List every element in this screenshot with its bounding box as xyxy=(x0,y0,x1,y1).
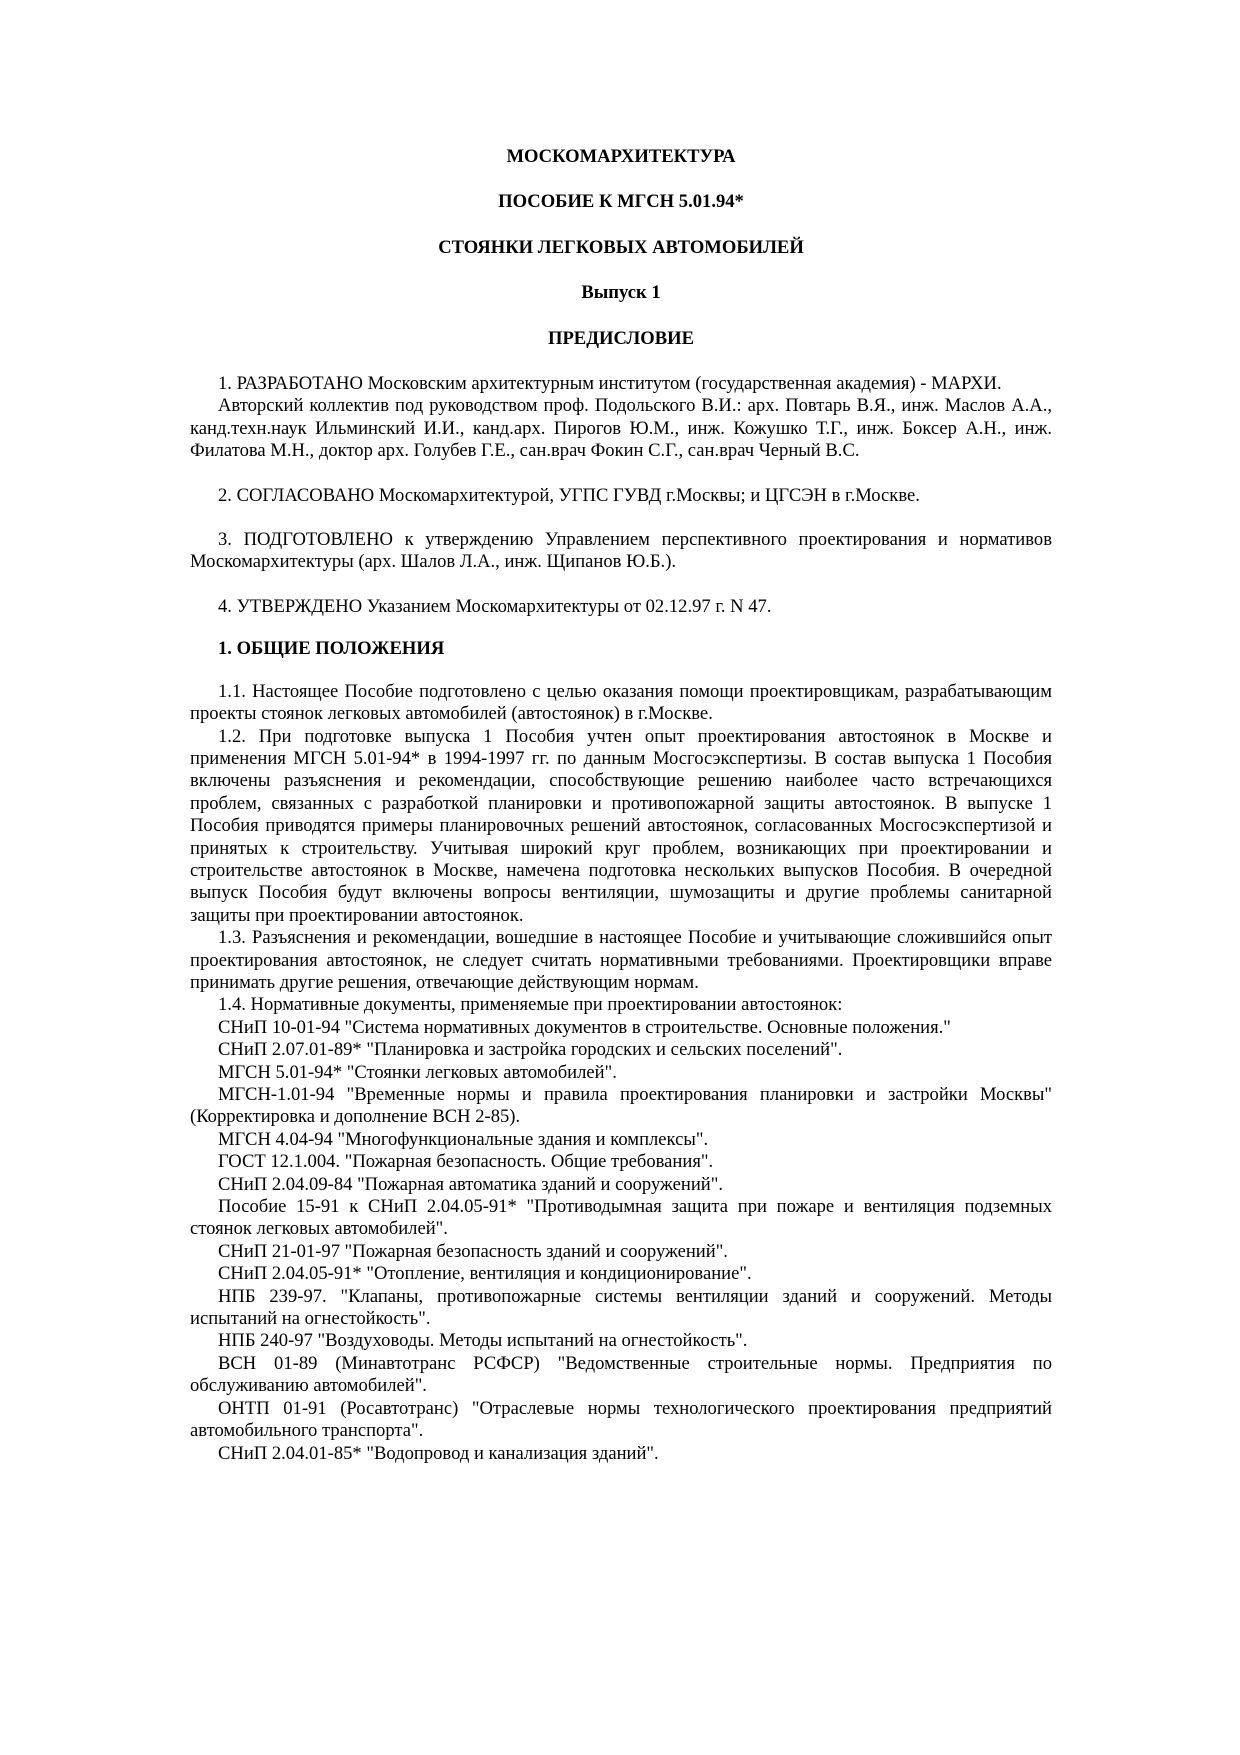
org-title: МОСКОМАРХИТЕКТУРА xyxy=(506,146,736,167)
reference-item: СНиП 21-01-97 "Пожарная безопасность зданий и сооружений". xyxy=(218,1240,728,1262)
reference-item: НПБ 239-97. "Клапаны, противопожарные системы вентиляции зданий и сооружений. Методы испытаний на огнестойкость". xyxy=(190,1285,1052,1330)
reference-item: ОНТП 01-91 (Росавтотранс) "Отраслевые нормы технологического проектирования предприятий автомобильного транспорта". xyxy=(190,1397,1052,1442)
spacer xyxy=(190,618,1052,638)
paragraph: 1.2. При подготовке выпуска 1 Пособия учтен опыт проектирования автостоянок в Москве и применения МГСН 5.01-94* в 1994-1997 гг. по данным Мосгосэкспертизы. В состав выпуска 1 Пособия включены разъяснения и рекомендации, способствующие решению наиболее часто встречающихся проблем, связанных с разработкой планировки и противопожарной защиты автостоянок. В выпуске 1 Пособия приводятся примеры планировочных решений автостоянок, согласованных Мосгосэкспертизой и принятых к строительству. Учитывая широкий круг проблем, возникающих при проектировании и строительстве автостоянок в Москве, намечена подготовка нескольких выпусков Пособия. В очередной выпуск Пособия будут включены вопросы вентиляции, шумозащиты и другие проблемы санитарной защиты при проектировании автостоянок. xyxy=(190,725,1052,926)
document-page xyxy=(190,146,1052,1465)
section-heading: 1. ОБЩИЕ ПОЛОЖЕНИЯ xyxy=(218,638,445,660)
reference-item: МГСН 4.04-94 "Многофункциональные здания и комплексы". xyxy=(218,1128,709,1150)
reference-item: НПБ 240-97 "Воздуховоды. Методы испытаний на огнестойкость". xyxy=(218,1330,748,1352)
reference-item: МГСН-1.01-94 "Временные нормы и правила проектирования планировки и застройки Москвы" (Корректировка и дополнение ВСН 2-85). xyxy=(190,1084,1052,1128)
issue-title: Выпуск 1 xyxy=(581,282,661,304)
paragraph: 1.1. Настоящее Пособие подготовлено с целью оказания помощи проектировщикам, разрабатывающим проекты стоянок легковых автомобилей (автостоянок) в г.Москве. xyxy=(190,680,1052,725)
doc-title: ПОСОБИЕ К МГСН 5.01.94* xyxy=(498,191,744,213)
reference-item: ГОСТ 12.1.004. "Пожарная безопасность. Общие требования". xyxy=(218,1151,714,1173)
preface-item-2: 2. СОГЛАСОВАНО Москомархитектурой, УГПС ГУВД г.Москвы; и ЦГСЭН в г.Москве. xyxy=(218,484,920,506)
spacer xyxy=(190,463,1052,485)
preface-item-3: 3. ПОДГОТОВЛЕНО к утверждению Управлением перспективного проектирования и нормативов Москомархитектуры (арх. Шалов Л.А., инж. Щипанов Ю.Б.). xyxy=(190,529,1052,573)
paragraph: 1.4. Нормативные документы, применяемые при проектировании автостоянок: xyxy=(218,994,843,1016)
paragraph: 1.3. Разъяснения и рекомендации, вошедшие в настоящее Пособие и учитывающие сложившийся опыт проектирования автостоянок, не следует считать нормативными требованиями. Проектировщики вправе принимать другие решения, отвечающие действующим нормам. xyxy=(190,927,1052,993)
reference-item: МГСН 5.01-94* "Стоянки легковых автомобилей". xyxy=(218,1061,617,1083)
spacer xyxy=(190,661,1052,681)
preface-item-4: 4. УТВЕРЖДЕНО Указанием Москомархитектуры от 02.12.97 г. N 47. xyxy=(218,595,772,617)
reference-item: СНиП 2.07.01-89* "Планировка и застройка городских и сельских поселений". xyxy=(218,1039,843,1061)
spacer xyxy=(190,574,1052,596)
reference-item: СНиП 2.04.05-91* "Отопление, вентиляция и кондиционирование". xyxy=(218,1263,752,1285)
reference-item: СНиП 10-01-94 "Система нормативных документов в строительстве. Основные положения." xyxy=(218,1016,951,1038)
reference-item: ВСН 01-89 (Минавтотранс РСФСР) "Ведомственные строительные нормы. Предприятия по обслуживанию автомобилей". xyxy=(190,1352,1052,1397)
preface-authors: Авторский коллектив под руководством проф. Подольского В.И.: арх. Повтарь В.Я., инж. Маслов А.А., канд.техн.наук Ильминский И.И., канд.арх. Пирогов Ю.М., инж. Кожушко Т.Г., инж. Боксер А.Н., инж. Филатова М.Н., доктор арх. Голубев Г.Е., сан.врач Фокин С.Г., сан.врач Черный В.С. xyxy=(190,395,1052,462)
preface-item-1: 1. РАЗРАБОТАНО Московским архитектурным институтом (государственная академия) - МАРХИ. xyxy=(218,373,1002,395)
preface-title: ПРЕДИСЛОВИЕ xyxy=(547,327,695,349)
spacer xyxy=(190,507,1052,529)
reference-item: СНиП 2.04.01-85* "Водопровод и канализация зданий". xyxy=(218,1442,659,1464)
reference-item: Пособие 15-91 к СНиП 2.04.05-91* "Противодымная защита при пожаре и вентиляция подземных стоянок легковых автомобилей". xyxy=(190,1196,1052,1240)
subject-title: СТОЯНКИ ЛЕГКОВЫХ АВТОМОБИЛЕЙ xyxy=(438,236,804,258)
reference-item: СНиП 2.04.09-84 "Пожарная автоматика зданий и сооружений". xyxy=(218,1173,723,1195)
